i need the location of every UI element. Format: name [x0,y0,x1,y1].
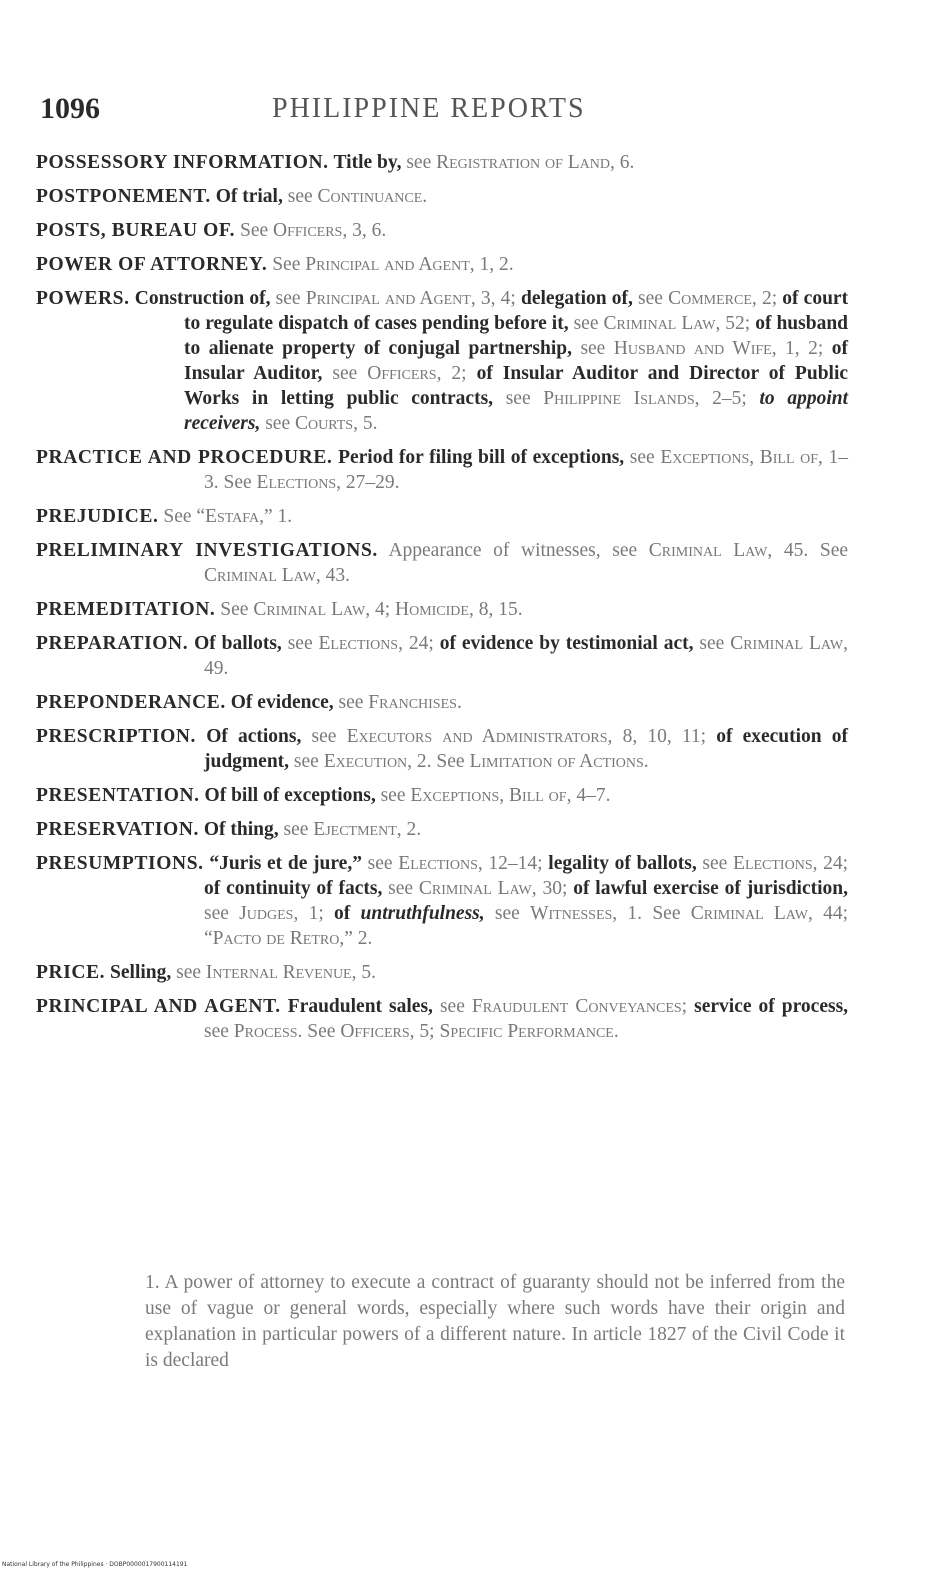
headword: POWER OF ATTORNEY. [36,254,268,275]
headword: PRINCIPAL AND AGENT. [36,996,281,1017]
entry-price: PRICE. Selling, see Internal Revenue, 5. [36,962,376,983]
running-head: PHILIPPINE REPORTS [272,93,586,124]
headword: POSTPONEMENT. [36,186,211,207]
headword: PREMEDITATION. [36,599,216,620]
headword: PRESCRIPTION. [36,726,197,747]
entry-presumptions: PRESUMPTIONS. “Juris et de jure,” see Elections, 12–14; legality of ballots, see Elections, 24; of continuity of facts, see Criminal Law, 30; of lawful exercise of jurisdiction, see Judges, 1; of untruthfulness, see Witnesses, 1. See Criminal Law, 44; “Pacto de Retro,” 2. [36,853,849,949]
page-number: 1096 [40,92,100,125]
headword: PRESERVATION. [36,819,199,840]
entry-preservation: PRESERVATION. Of thing, see Ejectment, 2. [36,819,422,840]
headword: PRICE. [36,962,106,983]
entry-prejudice: PREJUDICE. See “Estafa,” 1. [36,506,293,527]
headword: PRELIMINARY INVESTIGATIONS. [36,540,378,561]
entry-powers: POWERS. Construction of, see Principal and Agent, 3, 4; delegation of, see Commerce, 2; of court to regulate dispatch of cases pending before it, see Criminal Law, 52; of husband to alienate property of conjugal partnership, see Husband and Wife, 1, 2; of Insular Auditor, see Officers, 2; of Insular Auditor and Director of Public Works in letting public contracts, see Philippine Islands, 2–5; to appoint receivers, see Courts, 5. [36,288,849,434]
entry-premeditation: PREMEDITATION. See Criminal Law, 4; Homicide, 8, 15. [36,599,523,620]
entry-possessory-information: POSSESSORY INFORMATION. Title by, see Registration of Land, 6. [36,152,635,173]
headword: POSTS, BUREAU OF. [36,220,236,241]
entry-principal-and-agent: PRINCIPAL AND AGENT. Fraudulent sales, see Fraudulent Conveyances; service of process, see Process. See Officers, 5; Specific Performance. [36,996,849,1042]
headword: POSSESSORY INFORMATION. [36,152,329,173]
entry-presentation: PRESENTATION. Of bill of exceptions, see Exceptions, Bill of, 4–7. [36,785,611,806]
entry-preponderance: PREPONDERANCE. Of evidence, see Franchises. [36,692,462,713]
headword: PREJUDICE. [36,506,159,527]
scan-footer: National Library of the Philippines · DOBP0000017900114191 [2,1561,188,1568]
entry-prescription: PRESCRIPTION. Of actions, see Executors and Administrators, 8, 10, 11; of execution of judgment, see Execution, 2. See Limitation of Actions. [36,726,849,772]
headword: PRESUMPTIONS. [36,853,204,874]
entry-posts-bureau-of: POSTS, BUREAU OF. See Officers, 3, 6. [36,220,387,241]
headword: PREPONDERANCE. [36,692,226,713]
index-entries [36,150,848,1053]
entry-practice-and-procedure: PRACTICE AND PROCEDURE. Period for filing bill of exceptions, see Exceptions, Bill of, 1–3. See Elections, 27–29. [36,447,849,493]
entry-postponement: POSTPONEMENT. Of trial, see Continuance. [36,186,428,207]
entry-preliminary-investigations: PRELIMINARY INVESTIGATIONS. Appearance of witnesses, see Criminal Law, 45. See Criminal Law, 43. [36,540,848,586]
headword: PRESENTATION. [36,785,200,806]
headword: PREPARATION. [36,633,189,654]
headword: PRACTICE AND PROCEDURE. [36,447,333,468]
entry-power-of-attorney: POWER OF ATTORNEY. See Principal and Agent, 1, 2. [36,254,514,275]
entry-preparation: PREPARATION. Of ballots, see Elections, 24; of evidence by testimonial act, see Criminal Law, 49. [36,633,848,679]
principal-and-agent-paragraph-1: 1. A power of attorney to execute a contract of guaranty should not be inferred from the use of vague or general words, especially where such words have their origin and explanation in particular powers of a different nature. In article 1827 of the Civil Code it is declared [145,1271,845,1371]
headword: POWERS. [36,288,130,309]
